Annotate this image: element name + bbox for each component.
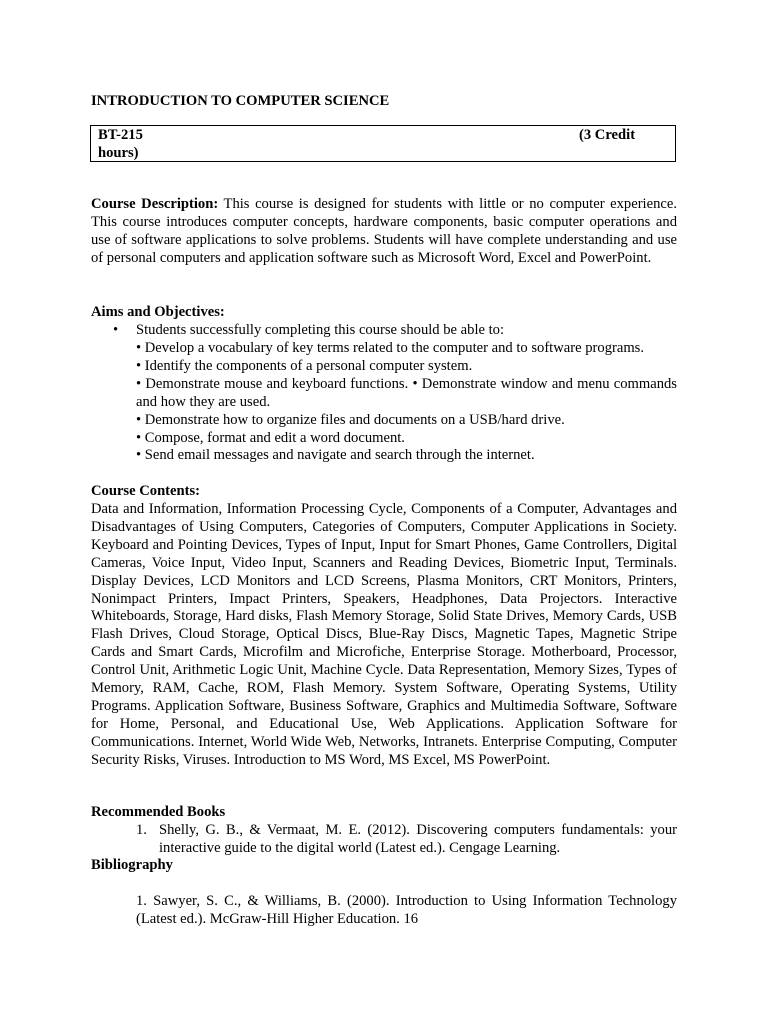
bibliography-heading: Bibliography [91, 857, 173, 873]
aims-intro: Students successfully completing this course should be able to: [136, 322, 505, 338]
aims-heading: Aims and Objectives: [91, 304, 225, 320]
objective-item: • Identify the components of a personal computer system. [136, 357, 473, 374]
course-title: INTRODUCTION TO COMPUTER SCIENCE [91, 93, 390, 109]
course-description [91, 196, 677, 268]
credit-hours-part1: (3 Credit [579, 127, 636, 143]
recommended-heading: Recommended Books [91, 804, 226, 820]
description-label: Course Description: [91, 196, 219, 212]
objective-item: • Send email messages and navigate and search through the internet. [136, 447, 535, 464]
objective-item: • Demonstrate how to organize files and documents on a USB/hard drive. [136, 411, 565, 428]
bibliography-entry: 1. Sawyer, S. C., & Williams, B. (2000). Introduction to Using Information Technology (Latest ed.). McGraw-Hill Higher Education. 16 [136, 893, 677, 927]
objective-item: • Develop a vocabulary of key terms related to the computer and to software programs. [136, 340, 645, 356]
bullet-icon: • [113, 322, 119, 338]
objectives-list [136, 340, 677, 465]
objective-item: • Compose, format and edit a word document. [136, 429, 405, 446]
contents-heading: Course Contents: [91, 483, 201, 499]
recommended-number: 1. [136, 822, 147, 838]
contents-text: Data and Information, Information Processing Cycle, Components of a Computer, Advantages and Disadvantages of Using Computers, Categories of Computers, Computer Applications in Society. Keyboard and Pointing Devices, Types of Input, Input for Smart Phones, Game Controllers, Digital Cameras, Voice Input, Video Input, Scanners and Reading Devices, Biometric Input, Terminals. Display Devices, LCD Monitors and LCD Screens, Plasma Monitors, CRT Monitors, Printers, Nonimpact Printers, Impact Printers, Speakers, Headphones, Data Projectors. Interactive Whiteboards, Storage, Hard disks, Flash Memory Storage, Solid State Drives, Memory Cards, USB Flash Drives, Cloud Storage, Optical Discs, Blue-Ray Discs, Magnetic Tapes, Magnetic Stripe Cards and Smart Cards, Microfilm and Microfiche, Enterprise Storage. Motherboard, Processor, Control Unit, Arithmetic Logic Unit, Machine Cycle. Data Representation, Memory Sizes, Types of Memory, RAM, Cache, ROM, Flash Memory. System Software, Operating Systems, Utility Programs. Application Software, Business Software, Graphics and Multimedia Software, Software for Home, Personal, and Educational Use, Web Applications. Application Software for Communications. Internet, World Wide Web, Networks, Intranets. Enterprise Computing, Computer Security Risks, Viruses. Introduction to MS Word, MS Excel, MS PowerPoint. [91, 501, 677, 768]
course-code: BT-215 [98, 127, 143, 143]
description-text: This course is designed for students with little or no computer experience. This course introduces computer concepts, hardware components, basic computer operations and use of software applications to solve problems. Students will have complete understanding and use of personal computers and application software such as Microsoft Word, Excel and PowerPoint. [91, 196, 677, 266]
recommended-book: Shelly, G. B., & Vermaat, M. E. (2012). Discovering computers fundamentals: your interactive guide to the digital world (Latest ed.). Cengage Learning. [159, 822, 677, 856]
course-code-box [90, 125, 676, 162]
credit-hours-part2: hours) [98, 145, 139, 161]
objective-item: • Demonstrate mouse and keyboard functions. • Demonstrate window and menu commands and how they are used. [136, 375, 677, 410]
